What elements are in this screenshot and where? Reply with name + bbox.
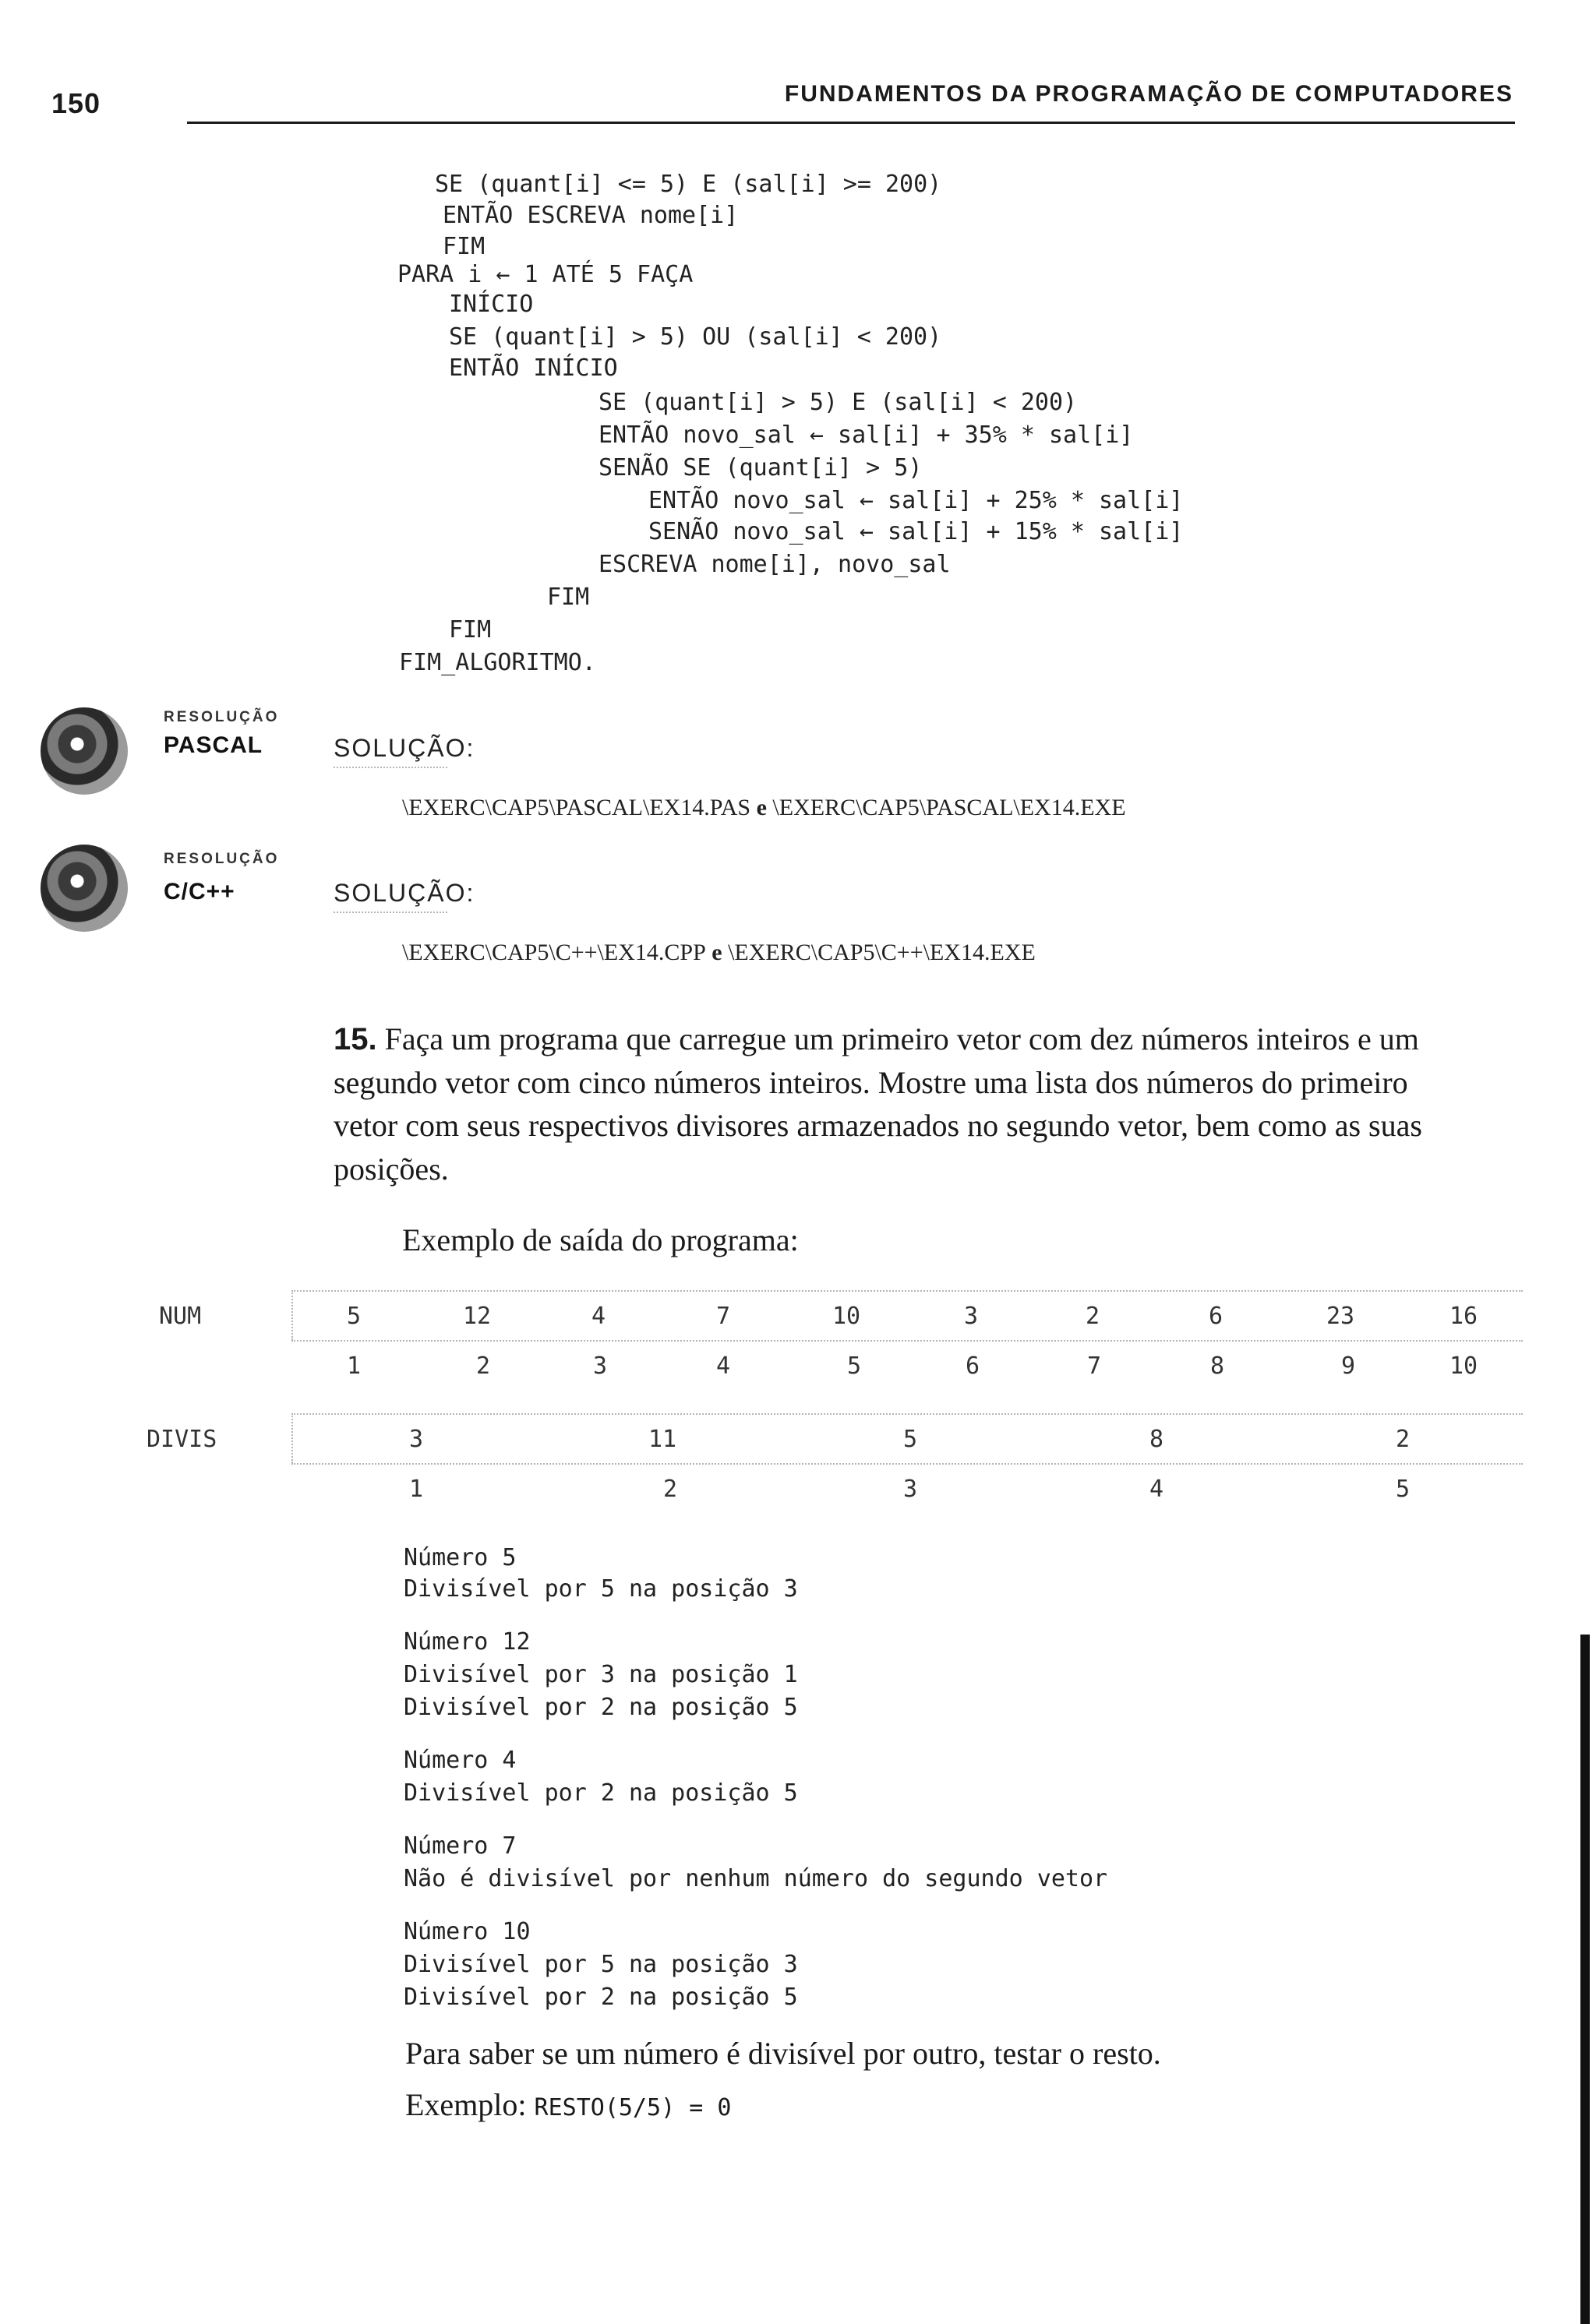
array-label: DIVIS [147, 1426, 217, 1453]
array-value: 10 [832, 1303, 861, 1330]
array-index: 2 [662, 1476, 678, 1503]
running-title: FUNDAMENTOS DA PROGRAMAÇÃO DE COMPUTADORES [784, 81, 1513, 107]
output-line: Divisível por 2 na posição 5 [404, 1984, 798, 2011]
array-value: 6 [1208, 1303, 1223, 1330]
example-line [405, 2083, 731, 2126]
code-line: SENÃO novo_sal ← sal[i] + 15% * sal[i] [648, 518, 1184, 545]
scan-margin-bar [1580, 1635, 1590, 2324]
array-border-bottom [291, 1463, 1523, 1465]
array-value: 23 [1326, 1303, 1355, 1330]
output-line: Número 5 [404, 1544, 517, 1571]
array-value: 3 [963, 1303, 979, 1330]
header-rule [187, 122, 1515, 124]
array-border-bottom [291, 1340, 1523, 1342]
output-line: Número 4 [404, 1747, 517, 1774]
code-line: FIM_ALGORITMO. [399, 649, 596, 676]
array-value: 8 [1149, 1426, 1164, 1453]
solution-label: SOLUÇÃO: [334, 879, 475, 907]
array-index: 3 [592, 1352, 608, 1380]
output-line: Divisível por 5 na posição 3 [404, 1575, 798, 1603]
badge-label-small: RESOLUÇÃO [164, 851, 280, 867]
code-line: ENTÃO INÍCIO [449, 354, 618, 382]
array-index: 5 [1395, 1476, 1411, 1503]
code-line: FIM [449, 616, 492, 644]
code-line: ESCREVA nome[i], novo_sal [598, 551, 951, 578]
output-line: Número 12 [404, 1628, 531, 1656]
array-value: 4 [591, 1303, 606, 1330]
code-line: FIM [443, 233, 486, 260]
file-path: \EXERC\CAP5\C++\EX14.EXE [728, 940, 1036, 965]
array-index: 1 [408, 1476, 424, 1503]
example-label: Exemplo: [405, 2087, 527, 2122]
cd-disc-icon [41, 845, 128, 932]
array-label: NUM [159, 1303, 202, 1330]
exercise-line: segundo vetor com cinco números inteiros. Mostre uma lista dos números do primeiro [334, 1065, 1408, 1101]
code-line: ENTÃO ESCREVA nome[i] [443, 202, 739, 229]
array-index: 1 [346, 1352, 362, 1380]
example-code: RESTO(5/5) = 0 [534, 2094, 732, 2121]
exercise-line: posições. [334, 1151, 449, 1187]
solution-label: SOLUÇÃO: [334, 734, 475, 762]
array-border-top [291, 1290, 1523, 1292]
array-index: 4 [715, 1352, 731, 1380]
file-path: \EXERC\CAP5\PASCAL\EX14.EXE [772, 795, 1126, 820]
code-line: SE (quant[i] > 5) E (sal[i] < 200) [598, 389, 1078, 416]
array-value: 3 [408, 1426, 424, 1453]
array-value: 11 [648, 1426, 677, 1453]
array-index: 10 [1449, 1352, 1478, 1380]
code-line: PARA i ← 1 ATÉ 5 FAÇA [397, 261, 694, 288]
array-index: 5 [846, 1352, 862, 1380]
array-value: 5 [902, 1426, 918, 1453]
file-path: \EXERC\CAP5\C++\EX14.CPP [402, 940, 706, 965]
array-index: 8 [1209, 1352, 1225, 1380]
code-line: SE (quant[i] <= 5) E (sal[i] >= 200) [435, 171, 942, 198]
array-value: 7 [715, 1303, 731, 1330]
cd-disc-icon [41, 707, 128, 795]
exercise-line: Faça um programa que carregue um primeiro vetor com dez números inteiros e um [384, 1021, 1419, 1056]
page-number: 150 [51, 87, 101, 119]
code-line: INÍCIO [449, 291, 534, 318]
output-line: Divisível por 3 na posição 1 [404, 1661, 798, 1688]
output-line: Divisível por 2 na posição 5 [404, 1694, 798, 1721]
output-line: Número 10 [404, 1918, 531, 1945]
array-value: 2 [1085, 1303, 1100, 1330]
exercise-line: vetor com seus respectivos divisores armazenados no segundo vetor, bem como as suas [334, 1108, 1422, 1144]
output-line: Não é divisível por nenhum número do segundo vetor [404, 1865, 1108, 1892]
tip-text: Para saber se um número é divisível por outro, testar o resto. [405, 2036, 1161, 2071]
array-value: 16 [1449, 1303, 1478, 1330]
output-line: Divisível por 5 na posição 3 [404, 1951, 798, 1978]
array-index: 9 [1340, 1352, 1356, 1380]
badge-label-small: RESOLUÇÃO [164, 709, 280, 725]
array-index: 7 [1086, 1352, 1102, 1380]
code-line: ENTÃO novo_sal ← sal[i] + 25% * sal[i] [648, 487, 1184, 514]
solution-paths [402, 795, 1126, 821]
array-index: 2 [475, 1352, 491, 1380]
array-border-left [291, 1413, 293, 1463]
array-index: 4 [1149, 1476, 1164, 1503]
output-line: Divisível por 2 na posição 5 [404, 1779, 798, 1807]
code-line: ENTÃO novo_sal ← sal[i] + 35% * sal[i] [598, 421, 1134, 449]
array-index: 3 [902, 1476, 918, 1503]
solution-underline [334, 912, 447, 913]
badge-label-language: PASCAL [164, 732, 263, 758]
conjunction: e [711, 940, 722, 965]
solution-paths [402, 940, 1036, 966]
example-heading: Exemplo de saída do programa: [402, 1222, 799, 1257]
array-border-left [291, 1290, 293, 1340]
conjunction: e [756, 795, 767, 820]
array-value: 12 [462, 1303, 492, 1330]
file-path: \EXERC\CAP5\PASCAL\EX14.PAS [402, 795, 751, 820]
exercise-text [334, 1017, 1534, 1190]
code-line: FIM [547, 584, 590, 611]
array-value: 5 [346, 1303, 362, 1330]
array-value: 2 [1395, 1426, 1411, 1453]
code-line: SENÃO SE (quant[i] > 5) [598, 454, 923, 481]
array-index: 6 [965, 1352, 980, 1380]
badge-label-language: C/C++ [164, 879, 235, 905]
exercise-number: 15. [334, 1022, 377, 1056]
output-line: Número 7 [404, 1832, 517, 1860]
code-line: SE (quant[i] > 5) OU (sal[i] < 200) [449, 323, 942, 351]
solution-underline [334, 767, 447, 768]
array-border-top [291, 1413, 1523, 1415]
